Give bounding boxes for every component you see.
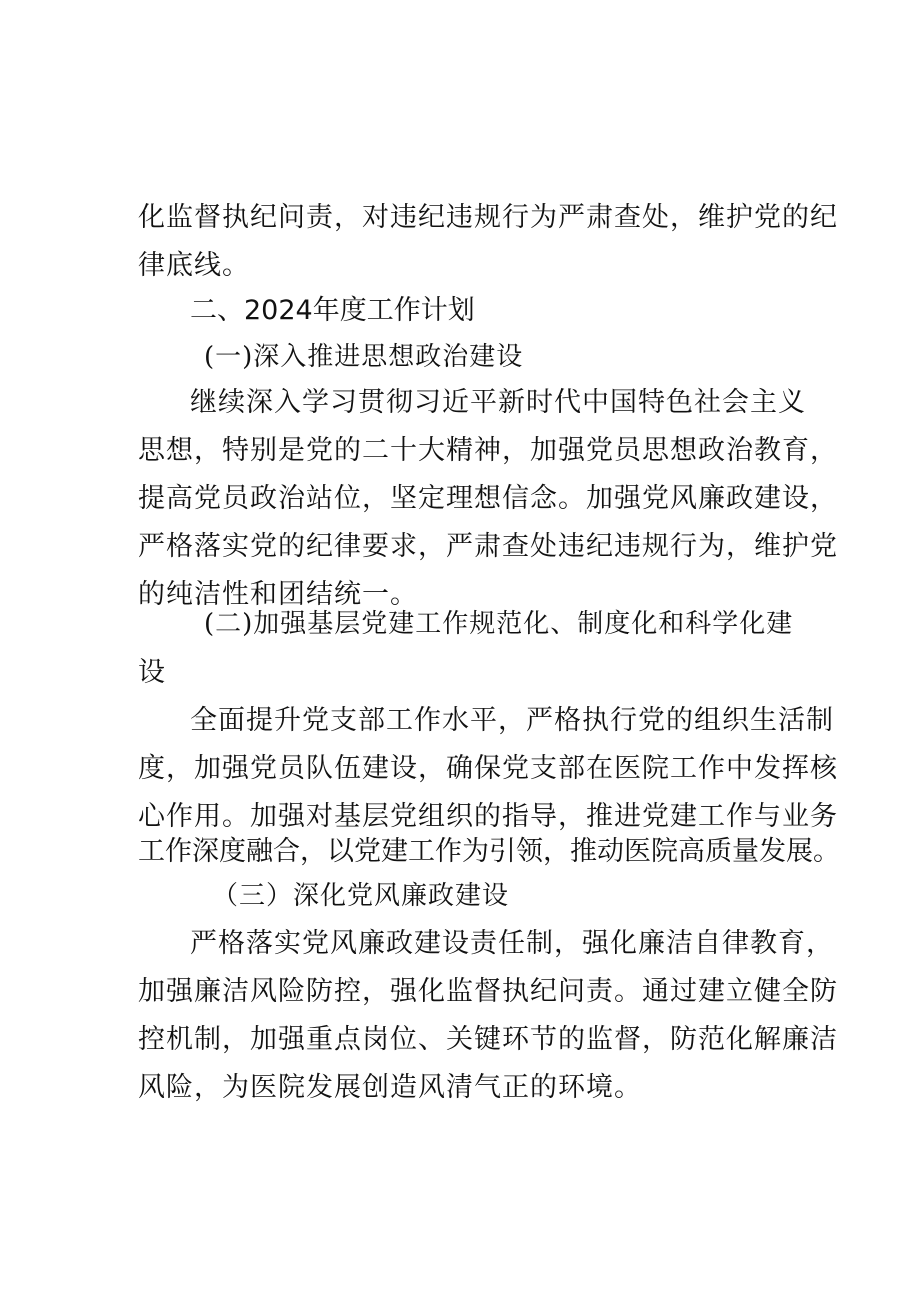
- subsection-2-body-line-3: 心作用。加强对基层党组织的指导，推进党建工作与业务: [138, 801, 838, 832]
- subsection-3-body-line-1: 严格落实党风廉政建设责任制，强化廉洁自律教育，: [190, 928, 834, 959]
- subsection-3-body-line-3: 控机制，加强重点岗位、关键环节的监督，防范化解廉洁: [138, 1024, 838, 1055]
- section-heading: 二、2024年度工作计划: [190, 295, 475, 326]
- subsection-1-body-line-4: 严格落实党的纪律要求，严肃查处违纪违规行为，维护党: [138, 531, 838, 562]
- subsection-3-body-line-2: 加强廉洁风险防控，强化监督执纪问责。通过建立健全防: [138, 976, 838, 1007]
- subsection-2-body-line-1: 全面提升党支部工作水平，严格执行党的组织生活制: [190, 705, 834, 736]
- intro-line-2: 律底线。: [138, 250, 250, 281]
- subsection-1-title: (一)深入推进思想政治建设: [204, 342, 524, 372]
- subsection-3-title: （三）深化党风廉政建设: [212, 881, 510, 911]
- subsection-1-body-line-2: 思想，特别是党的二十大精神，加强党员思想政治教育，: [138, 435, 838, 466]
- subsection-1-body-line-5: 的纯洁性和团结统一。: [138, 579, 418, 610]
- subsection-2-title-line-2: 设: [138, 657, 166, 688]
- subsection-1-body-line-3: 提高党员政治站位，坚定理想信念。加强党风廉政建设，: [138, 483, 838, 514]
- subsection-2-body-line-2: 度，加强党员队伍建设，确保党支部在医院工作中发挥核: [138, 753, 838, 784]
- intro-line-1: 化监督执纪问责，对违纪违规行为严肃查处，维护党的纪: [138, 202, 838, 233]
- subsection-2-body-line-4: 工作深度融合，以党建工作为引领，推动医院高质量发展。: [138, 836, 840, 867]
- subsection-2-title-line-1: (二)加强基层党建工作规范化、制度化和科学化建: [204, 609, 794, 639]
- subsection-3-body-line-4: 风险，为医院发展创造风清气正的环境。: [138, 1072, 642, 1103]
- subsection-1-body-line-1: 继续深入学习贯彻习近平新时代中国特色社会主义: [190, 387, 806, 418]
